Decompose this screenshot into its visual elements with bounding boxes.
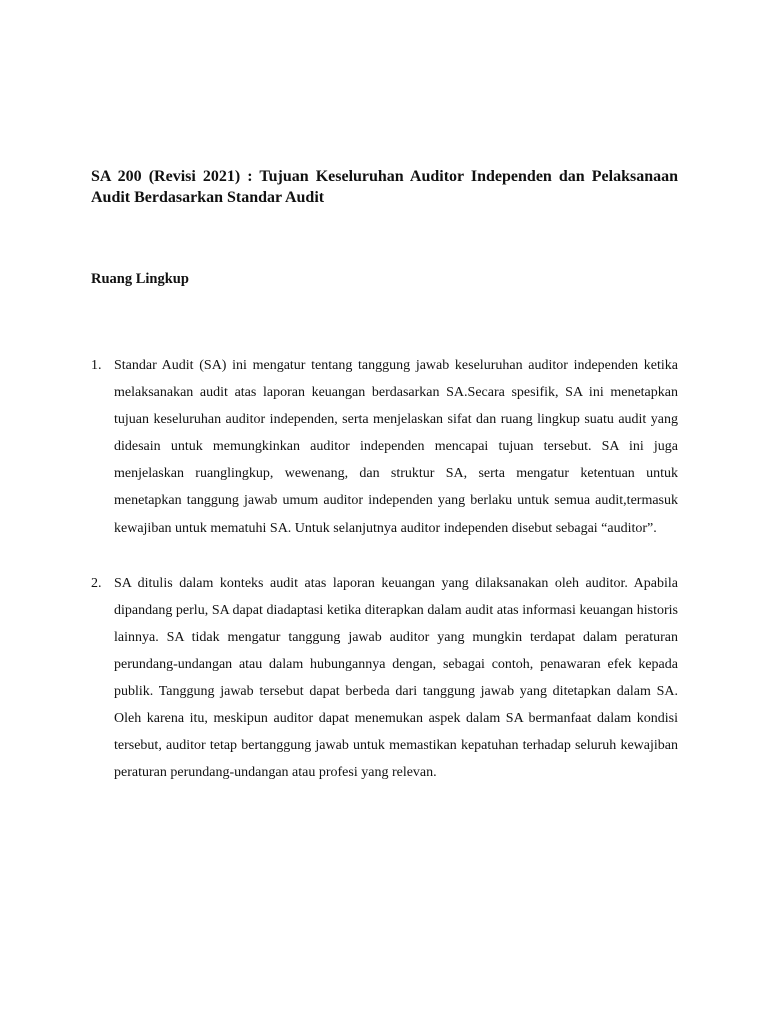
- paragraph-number: 1.: [91, 358, 102, 373]
- paragraph-text: Standar Audit (SA) ini mengatur tentang tanggung jawab keseluruhan auditor independen ketika melaksanakan audit atas laporan keuangan berdasarkan SA.Secara spesifik, SA ini menetapkan tujuan keseluruhan auditor independen, serta menjelaskan sifat dan ruang lingkup suatu audit yang didesain untuk memungkinkan auditor independen mencapai tujuan tersebut. SA ini juga menjelaskan ruanglingkup, wewenang, dan struktur SA, serta mengatur ketentuan untuk menetapkan tanggung jawab umum auditor independen yang berlaku untuk semua audit,termasuk kewajiban untuk mematuhi SA. Untuk selanjutnya auditor independen disebut sebagai “auditor”.: [114, 358, 678, 536]
- paragraph-list: [91, 352, 678, 786]
- document-title: SA 200 (Revisi 2021) : Tujuan Keseluruhan Auditor Independen dan Pelaksanaan Audit Berdasarkan Standar Audit: [91, 168, 678, 206]
- paragraph-text: SA ditulis dalam konteks audit atas laporan keuangan yang dilaksanakan oleh auditor. Apabila dipandang perlu, SA dapat diadaptasi ketika diterapkan dalam audit atas informasi keuangan historis lainnya. SA tidak mengatur tanggung jawab auditor yang mungkin terdapat dalam peraturan perundang-undangan atau dalam hubungannya dengan, sebagai contoh, penawaran efek kepada publik. Tanggung jawab tersebut dapat berbeda dari tanggung jawab yang ditetapkan dalam SA. Oleh karena itu, meskipun auditor dapat menemukan aspek dalam SA bermanfaat dalam kondisi tersebut, auditor tetap bertanggung jawab untuk memastikan kepatuhan terhadap seluruh kewajiban peraturan perundang-undangan atau profesi yang relevan.: [114, 575, 678, 781]
- list-item: [91, 352, 678, 542]
- paragraph-number: 2.: [91, 575, 102, 591]
- section-heading: Ruang Lingkup: [91, 271, 189, 287]
- list-item: [91, 570, 678, 787]
